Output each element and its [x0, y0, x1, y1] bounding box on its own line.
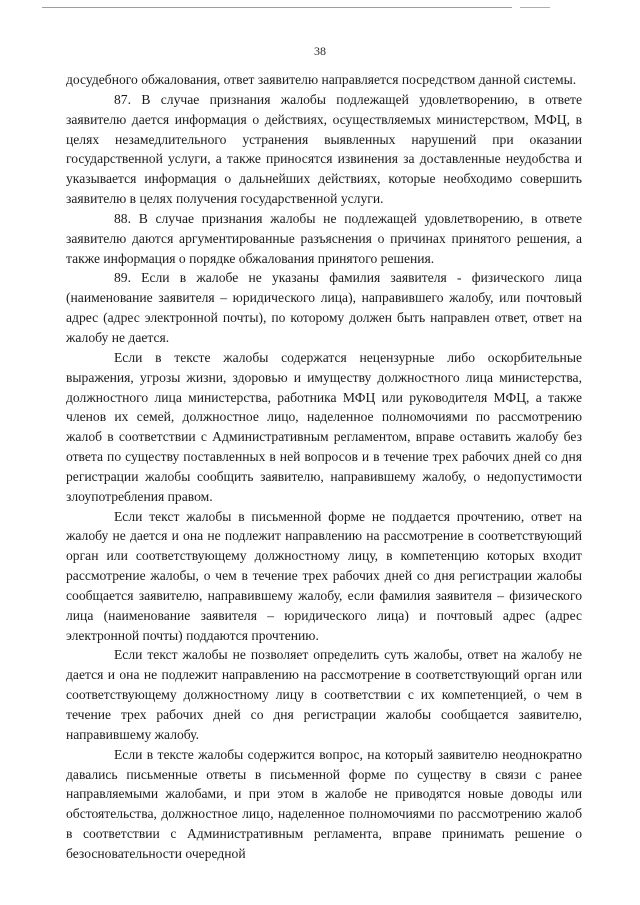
body-text: [66, 70, 582, 864]
paragraph-88: 88. В случае признания жалобы не подлежащей удовлетворению, в ответе заявителю даются аргументированные разъяснения о причинах принятого решения, а также информация о порядке обжалования принятого решения.: [66, 210, 582, 266]
scan-artifact-line: [520, 7, 550, 8]
paragraph: Если текст жалобы не позволяет определить суть жалобы, ответ на жалобу не дается и она не подлежит направлению на рассмотрение в соответствующий орган или соответствующему должностному лицу в соответствии с их компетенцией, о чем в течение трех рабочих дней со дня регистрации жалобы сообщается заявителю, направившему жалобу.: [66, 647, 582, 742]
scan-artifact-line: [42, 7, 512, 8]
paragraph: Если текст жалобы в письменной форме не поддается прочтению, ответ на жалобу не дается и она не подлежит направлению на рассмотрение в соответствующий орган или соответствующему должностному лицу, в компетенцию которых входит рассмотрение жалобы, о чем в течение трех рабочих дней со дня регистрации жалобы сообщается заявителю, направившему жалобу, если фамилия заявителя – физического лица (наименование заявителя – юридического лица) и почтовый адрес (адрес электронной почты) поддаются прочтению.: [66, 508, 582, 643]
paragraph: Если в тексте жалобы содержится вопрос, на который заявителю неоднократно давались письменные ответы в письменной форме по существу в связи с ранее направляемыми жалобами, и при этом в жалобе не приводятся новые доводы или обстоятельства, должностное лицо, наделенное полномочиями по рассмотрению жалоб в соответствии с Административным регламента, вправе принимать решение о безосновательности очередной: [66, 746, 582, 861]
paragraph: Если в тексте жалобы содержатся нецензурные либо оскорбительные выражения, угрозы жизни, здоровью и имуществу должностного лица министерства, должностного лица министерства, работника МФЦ или руководителя МФЦ, а также членов их семей, должностное лицо, наделенное полномочиями по рассмотрению жалоб в соответствии с Административным регламентом, вправе оставить жалобу без ответа по существу поставленных в ней вопросов и в течение трех рабочих дней со дня регистрации жалобы сообщить заявителю, направившему жалобу, о недопустимости злоупотребления правом.: [66, 349, 582, 504]
paragraph: досудебного обжалования, ответ заявителю направляется посредством данной системы.: [66, 72, 577, 87]
page-number: 38: [314, 44, 326, 58]
paragraph-87: 87. В случае признания жалобы подлежащей удовлетворению, в ответе заявителю дается информация о действиях, осуществляемых министерством, МФЦ, в целях незамедлительного устранения выявленных нарушений при оказании государственной услуги, а также приносятся извинения за доставленные неудобства и указывается информация о дальнейших действиях, которые необходимо совершить заявителю в целях получения государственной услуги.: [66, 91, 582, 207]
paragraph-89: 89. Если в жалобе не указаны фамилия заявителя - физического лица (наименование заявителя – юридического лица), направившего жалобу, или почтовый адрес (адрес электронной почты), по которому должен быть направлен ответ, ответ на жалобу не дается.: [66, 270, 582, 345]
